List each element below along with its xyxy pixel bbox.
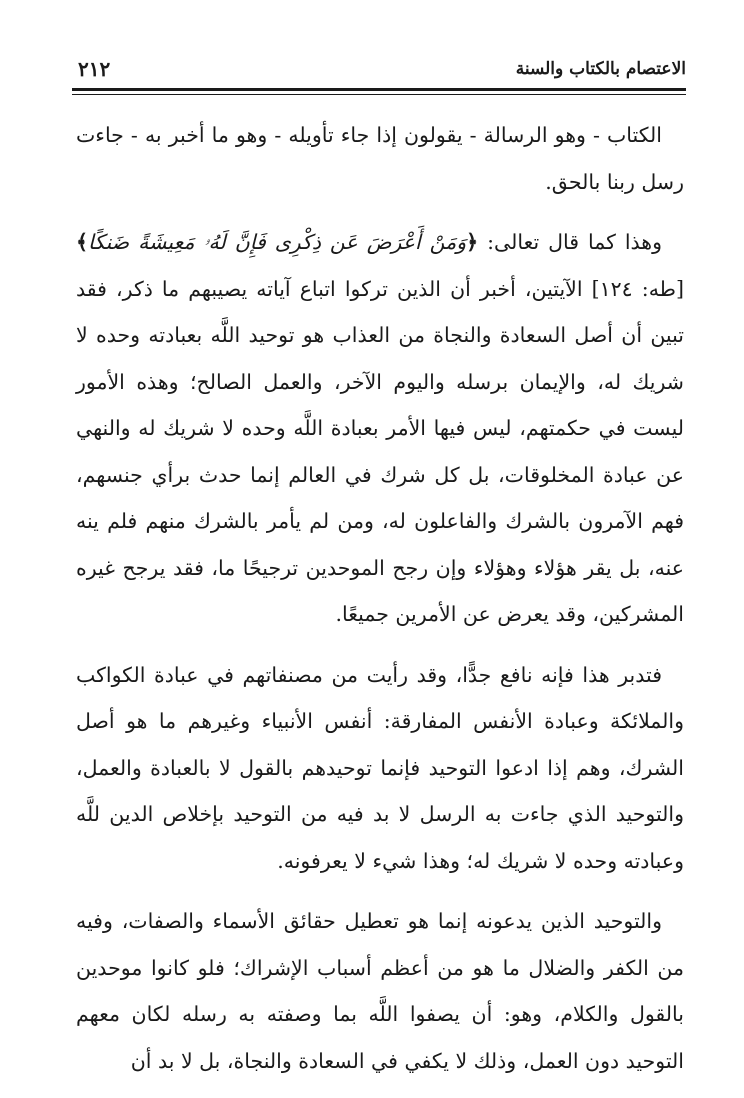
paragraph-1: الكتاب - وهو الرسالة - يقولون إذا جاء تأويله - وهو ما أخبر به - جاءت رسل ربنا بالحق.: [76, 123, 684, 194]
page-number: ٢١٢: [78, 57, 111, 81]
paragraph-3: فتدبر هذا فإنه نافع جدًّا، وقد رأيت من مصنفاتهم في عبادة الكواكب والملائكة وعبادة الأنفس المفارقة: أنفس الأنبياء وغيرهم ما هو أصل الشرك، وهم إذا ادعوا التوحيد فإنما توحيدهم بالقول لا بالعبادة والعمل، والتوحيد الذي جاءت به الرسل لا بد فيه من التوحيد بإخلاص الدين للَّه وعبادته وحده لا شريك له؛ وهذا شيء لا يعرفونه.: [76, 662, 684, 873]
page-header: [78, 52, 686, 86]
verse-text: وَمَنْ أَعْرَضَ عَن ذِكْرِى فَإِنَّ لَهُۥ مَعِيشَةً ضَنكًا: [88, 230, 467, 254]
paragraph-2-intro: وهذا كما قال تعالى:: [478, 230, 662, 254]
verse-open-bracket: ﴿: [466, 230, 479, 254]
paragraph-4: والتوحيد الذين يدعونه إنما هو تعطيل حقائق الأسماء والصفات، وفيه من الكفر والضلال ما هو من أعظم أسباب الإشراك؛ فلو كانوا موحدين بالقول والكلام، وهو: أن يصفوا اللَّه بما وصفته به رسله لكان معهم التوحيد دون العمل، وذلك لا يكفي في السعادة والنجاة، بل لا بد أن: [76, 909, 684, 1073]
running-title: الاعتصام بالكتاب والسنة: [515, 59, 686, 79]
verse-reference: [طه: ١٢٤]: [582, 276, 684, 301]
quran-verse: [76, 230, 478, 254]
paragraph-2-rest: الآيتين، أخبر أن الذين تركوا اتباع آياته يصيبهم ما ذكر، فقد تبين أن أصل السعادة والنجاة من العذاب هو توحيد اللَّه بعبادته وحده لا شريك له، والإيمان برسله واليوم الآخر، والعمل الصالح؛ وهذه الأمور ليست في حكمتهم، ليس فيها الأمر بعبادة اللَّه وحده لا شريك له والنهي عن عبادة المخلوقات، بل كل شرك في العالم إنما حدث برأي جنسهم، فهم الآمرون بالشرك والفاعلون له، ومن لم يأمر بالشرك منهم فلم ينه عنه، بل يقر هؤلاء وهؤلاء وإن رجح الموحدين ترجيحًا ما، فقد يرجح غيره المشركين، وقد يعرض عن الأمرين جميعًا.: [76, 276, 684, 626]
page-body: [76, 112, 684, 1098]
paragraph-2: [76, 219, 684, 638]
header-rule-thick: [72, 88, 686, 91]
verse-close-bracket: ﴾: [76, 230, 89, 254]
header-rule-thin: [72, 94, 686, 95]
